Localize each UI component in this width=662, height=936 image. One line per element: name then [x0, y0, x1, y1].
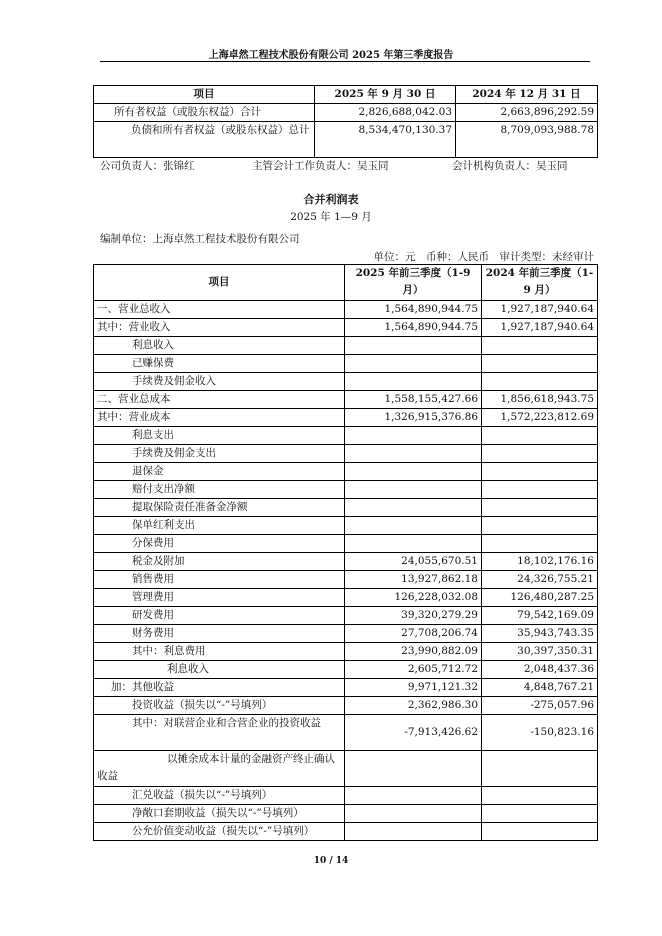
- row-value: [345, 427, 482, 445]
- row-label: 以摊余成本计量的金融资产终止确认收益: [94, 751, 345, 787]
- unit-line: 单位：元 币种：人民币 审计类型：未经审计: [373, 251, 594, 263]
- row-value: [482, 373, 598, 391]
- accounting-org-head: 会计机构负责人：吴玉同: [452, 160, 568, 172]
- table-row: [94, 625, 598, 643]
- table-row: [94, 661, 598, 679]
- row-value: [345, 751, 482, 787]
- table-row: [94, 751, 598, 787]
- row-value: [482, 355, 598, 373]
- row-value: -275,057.96: [482, 697, 598, 715]
- row-value: [345, 517, 482, 535]
- row-label: 公允价值变动收益（损失以“-”号填列）: [94, 823, 345, 841]
- row-value: 1,856,618,943.75: [482, 391, 598, 409]
- column-header: 2024 年 12 月 31 日: [456, 86, 598, 104]
- column-header: 2024 年前三季度（1-9 月）: [482, 265, 598, 301]
- row-label: 已赚保费: [94, 355, 345, 373]
- row-label: 负债和所有者权益（或股东权益）总计: [94, 122, 315, 158]
- column-header: 项目: [94, 86, 315, 104]
- row-label: 销售费用: [94, 571, 345, 589]
- table-row: [94, 589, 598, 607]
- row-label: 赔付支出净额: [94, 481, 345, 499]
- row-label: 一、营业总收入: [94, 301, 345, 319]
- row-label: 税金及附加: [94, 553, 345, 571]
- row-value: 24,055,670.51: [345, 553, 482, 571]
- table-row: [94, 409, 598, 427]
- row-value: [345, 823, 482, 841]
- row-label: 净敞口套期收益（损失以“-”号填列）: [94, 805, 345, 823]
- table-row: [94, 319, 598, 337]
- row-label: 保单红利支出: [94, 517, 345, 535]
- balance-sheet-table: [93, 85, 598, 158]
- row-label: 提取保险责任准备金净额: [94, 499, 345, 517]
- row-value: [345, 445, 482, 463]
- row-value: 2,663,896,292.59: [456, 104, 598, 122]
- table-row: [94, 697, 598, 715]
- table-row: [94, 643, 598, 661]
- row-value: 1,927,187,940.64: [482, 301, 598, 319]
- row-label: 研发费用: [94, 607, 345, 625]
- table-row: [94, 715, 598, 751]
- row-value: 2,605,712.72: [345, 661, 482, 679]
- row-value: [482, 427, 598, 445]
- report-header: 上海卓然工程技术股份有限公司 2025 年第三季度报告: [208, 50, 454, 61]
- row-value: 1,927,187,940.64: [482, 319, 598, 337]
- row-value: 27,708,206.74: [345, 625, 482, 643]
- row-value: 30,397,350.31: [482, 643, 598, 661]
- row-value: 35,943,743.35: [482, 625, 598, 643]
- row-label: 退保金: [94, 463, 345, 481]
- row-value: 2,048,437.36: [482, 661, 598, 679]
- row-value: 126,228,032.08: [345, 589, 482, 607]
- table-row: [94, 607, 598, 625]
- row-label: 其中：营业收入: [94, 319, 345, 337]
- column-header: 2025 年前三季度（1-9 月）: [345, 265, 482, 301]
- row-label: 所有者权益（或股东权益）合计: [94, 104, 315, 122]
- table-row: [94, 499, 598, 517]
- table-row: [94, 301, 598, 319]
- income-period: 2025 年 1—9 月: [290, 211, 372, 223]
- row-value: 9,971,121.32: [345, 679, 482, 697]
- row-value: [345, 355, 482, 373]
- row-value: -7,913,426.62: [345, 715, 482, 751]
- row-value: 126,480,287.25: [482, 589, 598, 607]
- row-value: [482, 535, 598, 553]
- row-value: 1,564,890,944.75: [345, 319, 482, 337]
- table-row: [94, 122, 598, 158]
- row-value: [482, 823, 598, 841]
- page-number: 10 / 14: [313, 856, 349, 866]
- row-value: 8,709,093,988.78: [456, 122, 598, 158]
- table-row: [94, 679, 598, 697]
- company-head: 公司负责人：张锦红: [100, 160, 195, 172]
- table-row: [94, 481, 598, 499]
- row-value: [345, 787, 482, 805]
- row-value: 1,572,223,812.69: [482, 409, 598, 427]
- row-value: [345, 373, 482, 391]
- column-header: 项目: [94, 265, 345, 301]
- row-value: -150,823.16: [482, 715, 598, 751]
- row-value: 23,990,882.09: [345, 643, 482, 661]
- row-label: 利息支出: [94, 427, 345, 445]
- row-value: 8,534,470,130.37: [315, 122, 456, 158]
- row-value: [482, 787, 598, 805]
- accounting-head: 主管会计工作负责人：吴玉同: [252, 160, 389, 172]
- table-row: [94, 535, 598, 553]
- row-label: 手续费及佣金支出: [94, 445, 345, 463]
- table-row: [94, 445, 598, 463]
- row-label: 利息收入: [94, 337, 345, 355]
- income-statement-table: [93, 264, 598, 841]
- row-label: 其中：利息费用: [94, 643, 345, 661]
- table-row: [94, 427, 598, 445]
- table-row: [94, 787, 598, 805]
- row-value: 79,542,169.09: [482, 607, 598, 625]
- row-value: [482, 481, 598, 499]
- row-label: 财务费用: [94, 625, 345, 643]
- row-value: 4,848,767.21: [482, 679, 598, 697]
- row-value: [482, 445, 598, 463]
- table-row: [94, 391, 598, 409]
- row-label: 其中：对联营企业和合营企业的投资收益: [94, 715, 345, 751]
- row-value: 1,558,155,427.66: [345, 391, 482, 409]
- column-header: 2025 年 9 月 30 日: [315, 86, 456, 104]
- table-row: [94, 373, 598, 391]
- row-value: [482, 499, 598, 517]
- header-rule: [100, 61, 590, 62]
- row-value: [482, 751, 598, 787]
- row-value: [482, 805, 598, 823]
- row-value: [482, 517, 598, 535]
- income-statement-title: 合并利润表: [303, 193, 359, 206]
- row-value: 13,927,862.18: [345, 571, 482, 589]
- table-row: [94, 355, 598, 373]
- row-value: 18,102,176.16: [482, 553, 598, 571]
- row-value: [345, 463, 482, 481]
- row-label: 加：其他收益: [94, 679, 345, 697]
- signatures: [100, 158, 590, 176]
- row-label: 手续费及佣金收入: [94, 373, 345, 391]
- row-value: 2,362,986.30: [345, 697, 482, 715]
- table-row: [94, 463, 598, 481]
- row-value: [482, 337, 598, 355]
- row-label: 其中：营业成本: [94, 409, 345, 427]
- row-value: 1,326,915,376.86: [345, 409, 482, 427]
- row-value: 39,320,279.29: [345, 607, 482, 625]
- row-value: [345, 535, 482, 553]
- row-value: [482, 463, 598, 481]
- table-row: [94, 805, 598, 823]
- row-value: [345, 337, 482, 355]
- row-label: 二、营业总成本: [94, 391, 345, 409]
- row-label: 投资收益（损失以“-”号填列）: [94, 697, 345, 715]
- row-label: 利息收入: [94, 661, 345, 679]
- row-label: 分保费用: [94, 535, 345, 553]
- row-value: 1,564,890,944.75: [345, 301, 482, 319]
- row-value: 24,326,755.21: [482, 571, 598, 589]
- row-value: [345, 499, 482, 517]
- row-label: 汇兑收益（损失以“-”号填列）: [94, 787, 345, 805]
- row-value: 2,826,688,042.03: [315, 104, 456, 122]
- table-row: [94, 571, 598, 589]
- preparer: 编制单位：上海卓然工程技术股份有限公司: [100, 233, 300, 245]
- table-row: [94, 553, 598, 571]
- table-row: [94, 104, 598, 122]
- table-row: [94, 823, 598, 841]
- row-value: [345, 805, 482, 823]
- row-value: [345, 481, 482, 499]
- table-row: [94, 517, 598, 535]
- table-row: [94, 337, 598, 355]
- row-label: 管理费用: [94, 589, 345, 607]
